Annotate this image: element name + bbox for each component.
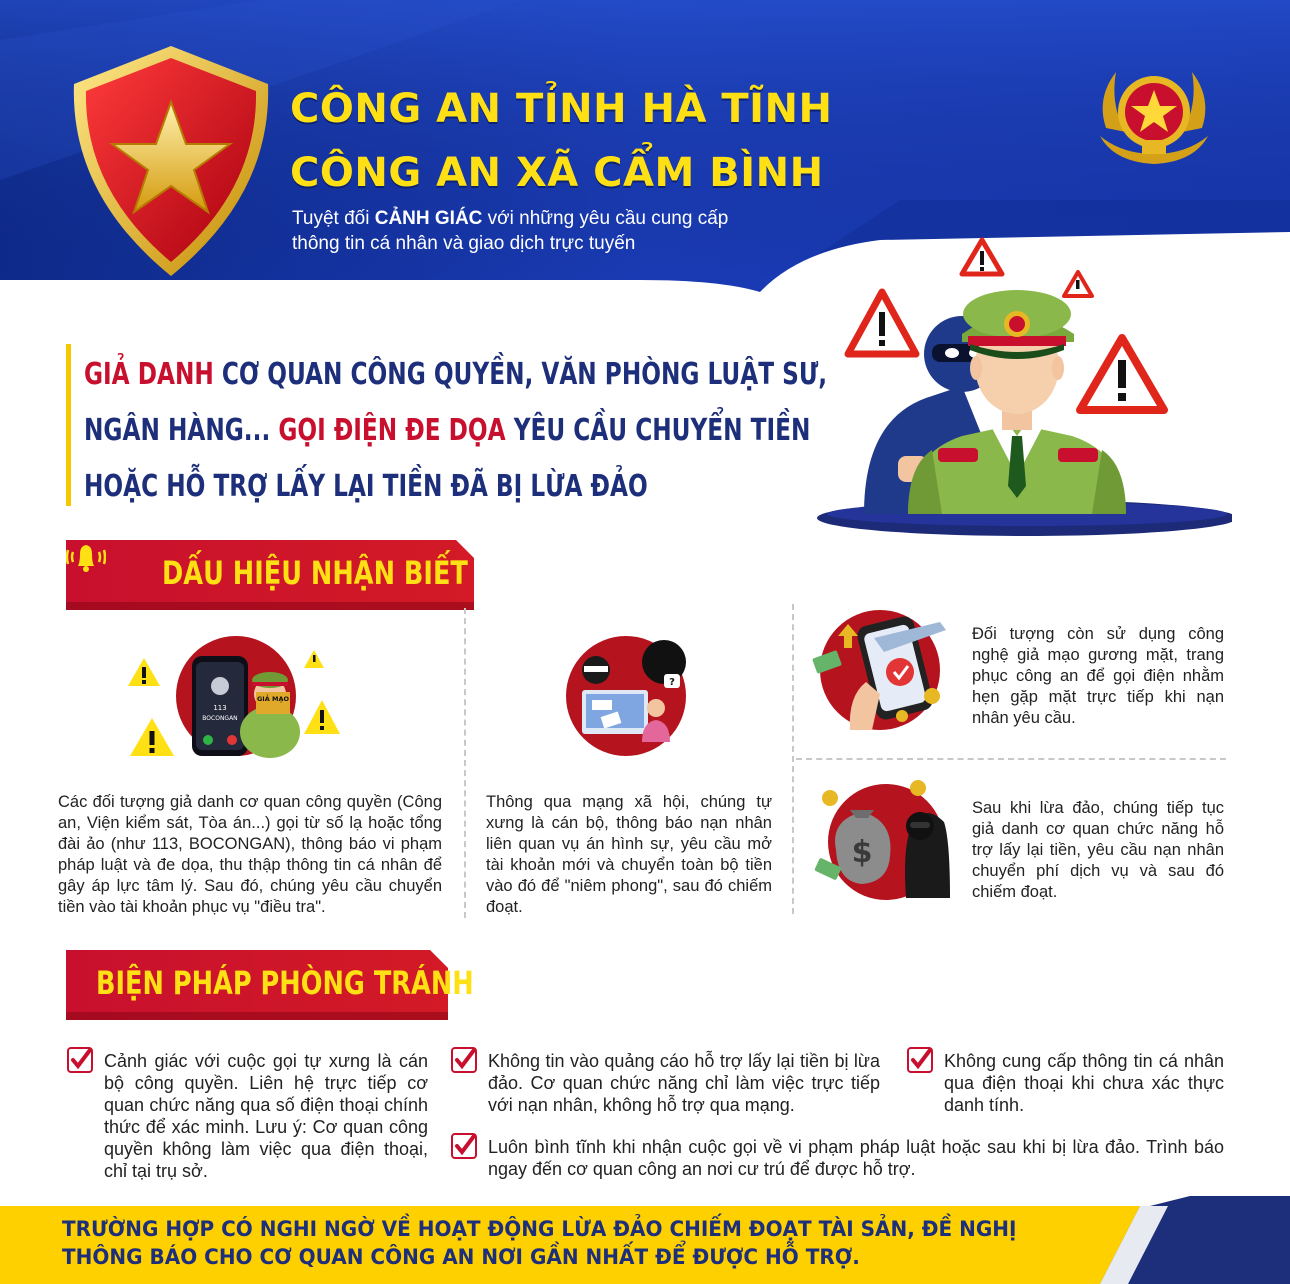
header-subtitle — [292, 206, 762, 256]
prevention-tip-3: Không cung cấp thông tin cá nhân qua điện thoại khi chưa xác thực danh tính. — [944, 1051, 1224, 1115]
sign-text-2: Thông qua mạng xã hội, chúng tự xưng là cán bộ, thông báo nạn nhân liên quan vụ án hình sự, yêu cầu mở tài khoản mới và chuyển toàn bộ tiền vào đó để "niêm phong", sau đó chiếm đoạt. — [486, 793, 772, 916]
fake-call-illustration — [120, 636, 340, 772]
warning-triangle-icon — [848, 292, 916, 354]
sign-text-1: Các đối tượng giả danh cơ quan công quyền (Công an, Viện kiểm sát, Tòa án...) gọi từ số lạ hoặc tổng đài ảo (như 113, BOCONGAN), thông báo vi phạm pháp luật và đe dọa, thu thập thông tin cá nhân để gây áp lực tâm lý. Sau đó, chúng yêu cầu chuyển tiền vào tài khoản phục vụ "điều tra". — [58, 793, 442, 916]
subtitle-text-post: với những yêu cầu cung cấp thông tin cá nhân và giao dịch trực tuyến — [292, 208, 729, 254]
social-network-scam-illustration — [562, 630, 698, 760]
subtitle-text-pre: Tuyệt đối — [292, 208, 375, 229]
subtitle-text-bold: CẢNH GIÁC — [374, 208, 483, 229]
sign-text-3: Đối tượng còn sử dụng công nghệ giả mạo gương mặt, trang phục công an để gọi điện nhằm hẹn gặp mặt trực tiếp khi nạn nhân yêu cầu. — [972, 625, 1224, 727]
fake-call-number: 113 — [213, 704, 227, 712]
fake-badge-label: GIẢ MẠO — [256, 695, 290, 703]
headline-text-5: YÊU CẦU CHUYỂN TIỀN — [505, 413, 811, 448]
question-mark-icon: ? — [669, 677, 675, 688]
checkbox-check-icon — [450, 1132, 478, 1160]
header-title-commune: CÔNG AN XÃ CẨM BÌNH — [290, 150, 824, 196]
checkbox-check-icon — [66, 1046, 94, 1074]
warning-triangle-icon — [130, 718, 174, 756]
headline-line-1 — [84, 347, 828, 403]
section-banner-signs — [66, 540, 474, 610]
header-title-province: CÔNG AN TỈNH HÀ TĨNH — [290, 86, 833, 132]
bell-icon — [66, 540, 106, 574]
money-bag-thief-illustration — [810, 770, 960, 906]
section-title-prevention: BIỆN PHÁP PHÒNG TRÁNH — [96, 964, 474, 1002]
deepfake-video-illustration — [810, 600, 960, 736]
headline-red-1: GIẢ DANH — [84, 357, 214, 392]
section-title-signs: DẤU HIỆU NHẬN BIẾT — [162, 554, 468, 592]
dollar-icon: $ — [851, 835, 873, 870]
headline — [84, 347, 828, 515]
prevention-tip-2: Không tin vào quảng cáo hỗ trợ lấy lại tiền bị lừa đảo. Cơ quan chức năng chỉ làm việc trực tiếp với nạn nhân, không hỗ trợ qua mạng. — [488, 1051, 880, 1115]
police-emblem-icon — [1086, 58, 1222, 170]
footer-banner — [0, 1196, 1290, 1284]
headline-text-3: NGÂN HÀNG... — [84, 413, 279, 448]
row-divider — [796, 758, 1226, 760]
column-divider — [464, 608, 466, 918]
headline-text-2: CƠ QUAN CÔNG QUYỀN, VĂN PHÒNG LUẬT SƯ, — [213, 357, 828, 392]
headline-red-4: GỌI ĐIỆN ĐE DỌA — [278, 413, 506, 448]
warning-triangle-icon — [304, 650, 324, 668]
checkbox-check-icon — [906, 1046, 934, 1074]
prevention-tip-4: Luôn bình tĩnh khi nhận cuộc gọi về vi phạm pháp luật hoặc sau khi bị lừa đảo. Trình báo ngay đến cơ quan công an nơi cư trú để được hỗ trợ. — [488, 1137, 1224, 1179]
headline-accent-bar — [66, 344, 71, 506]
warning-triangle-icon — [304, 700, 340, 734]
warning-triangle-icon — [962, 240, 1002, 274]
column-divider — [792, 604, 794, 914]
warning-triangle-icon — [1080, 338, 1164, 410]
shield-star-icon — [68, 44, 274, 278]
warning-triangle-icon — [1064, 272, 1092, 296]
sign-text-4: Sau khi lừa đảo, chúng tiếp tục giả danh cơ quan chức năng hỗ trợ lấy lại tiền, yêu cầu nạn nhân chuyển phí dịch vụ và sau đó chiếm đoạt. — [972, 799, 1224, 901]
impostor-officer-illustration — [812, 236, 1232, 536]
prevention-tip-1: Cảnh giác với cuộc gọi tự xưng là cán bộ công quyền. Liên hệ trực tiếp cơ quan chức năng qua số điện thoại chính thức để xác minh. Lưu ý: Cơ quan công quyền không làm việc qua điện thoại, chỉ tại trụ sở. — [104, 1051, 428, 1181]
warning-triangle-icon — [128, 658, 160, 686]
headline-line-2 — [84, 403, 811, 459]
headline-line-3: HOẶC HỖ TRỢ LẤY LẠI TIỀN ĐÃ BỊ LỪA ĐẢO — [84, 469, 648, 504]
checkbox-check-icon — [450, 1046, 478, 1074]
fake-call-caller: BOCONGAN — [202, 715, 238, 722]
section-banner-prevention — [66, 950, 474, 1020]
footer-notice: TRƯỜNG HỢP CÓ NGHI NGỜ VỀ HOẠT ĐỘNG LỪA ĐẢO CHIẾM ĐOẠT TÀI SẢN, ĐỀ NGHỊ THÔNG BÁO CHO CƠ QUAN CÔNG AN NƠI GẦN NHẤT ĐỂ ĐƯỢC HỖ TRỢ. — [62, 1217, 1017, 1270]
